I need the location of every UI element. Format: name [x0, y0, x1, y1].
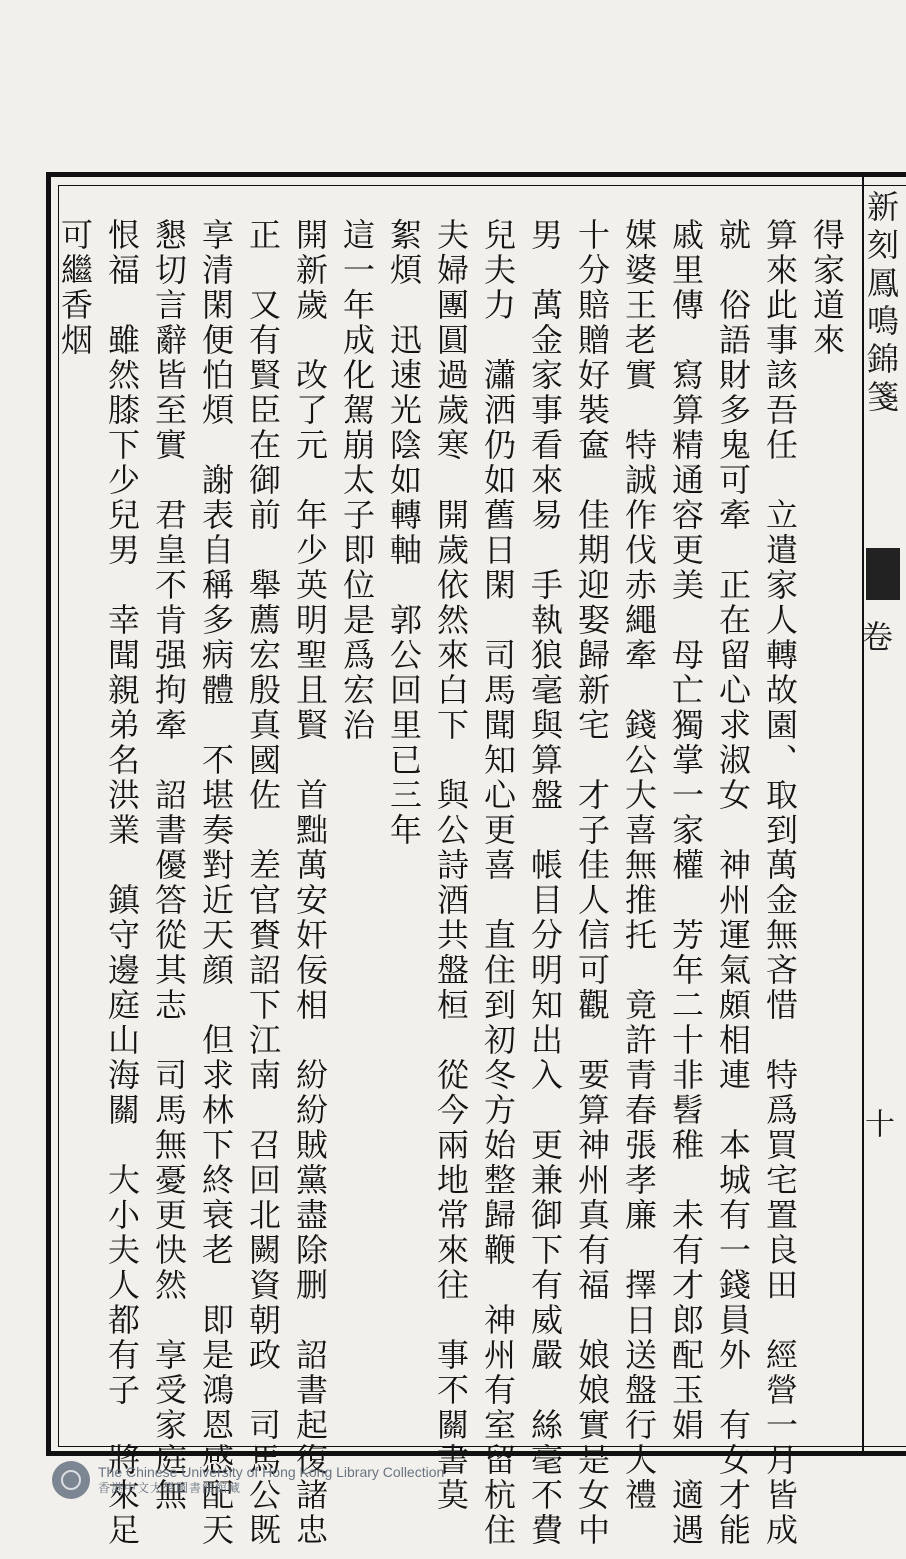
- margin-juan: 卷: [856, 620, 894, 652]
- text-line: 男 萬金家事看來易 手執狼毫與算盤 帳目分明知出入 更兼御下有威嚴 絲毫不費: [526, 218, 564, 1548]
- text-line: 這一年成化駕崩太子即位是爲宏治: [338, 218, 376, 743]
- margin-leaf-number: 十: [859, 1108, 894, 1138]
- watermark-chinese: 香港中文大學圖書館館藏: [98, 1481, 242, 1495]
- text-line: 夫婦團圓過歲寒 開歲依然來白下 與公詩酒共盤桓 從今兩地常來往 事不關書莫: [432, 218, 470, 1513]
- fishtail-mark: [866, 548, 900, 600]
- cuhk-library-logo-icon: [52, 1461, 90, 1499]
- text-line: 享清閑便怕煩 謝表自稱多病體 不堪奏對近天顔 但求林下終衰老 即是鴻恩感配天: [197, 218, 235, 1548]
- text-line: 可繼香烟: [56, 218, 94, 358]
- watermark-english: The Chinese University of Hong Kong Library Collection: [98, 1464, 445, 1480]
- margin-title: 新刻鳳鳴錦箋: [862, 190, 900, 418]
- text-line: 十分賠贈好裝奩 佳期迎娶歸新宅 才子佳人信可觀 要算神州真有福 娘娘實是女中: [573, 218, 611, 1548]
- text-line: 就 俗語財多鬼可牽 正在留心求淑女 神州運氣頗相連 本城有一錢員外 有女才能: [714, 218, 752, 1548]
- text-line: 媒婆王老實 特誠作伐赤繩牽 錢公大喜無推托 竟許青春張孝廉 擇日送盤行大禮: [620, 218, 658, 1513]
- text-line: 懇切言辭皆至實 君皇不肯强拘牽 詔書優答從其志 司馬無憂更快然 享受家庭無: [150, 218, 188, 1513]
- text-line: 得家道來: [808, 218, 846, 358]
- text-line: 開新歲 改了元 年少英明聖且賢 首黜萬安奸佞相 紛紛賊黨盡除删 詔書起復諸忠: [291, 218, 329, 1548]
- text-line: 戚里傳 寫算精通容更美 母亡獨掌一家權 芳年二十非髫稚 未有才郎配玉娟 適遇: [667, 218, 705, 1548]
- text-line: 絮煩 迅速光陰如轉軸 郭公回里已三年: [385, 218, 423, 848]
- text-line: 算來此事該吾任 立遣家人轉故園、取到萬金無吝惜 特爲買宅置良田 經營一月皆成: [761, 218, 799, 1548]
- text-line: 正 又有賢臣在御前 舉薦宏殷真國佐 差官賚詔下江南 召回北闕資朝政 司馬公既: [244, 218, 282, 1548]
- text-line: 恨福 雖然膝下少兒男 幸聞親弟名洪業 鎮守邊庭山海關 大小夫人都有子 將來足: [103, 218, 141, 1548]
- text-line: 兒夫力 瀟洒仍如舊日閑 司馬聞知心更喜 直住到初冬方始整歸鞭 神州有室留杭住: [479, 218, 517, 1548]
- library-watermark: [52, 1460, 444, 1500]
